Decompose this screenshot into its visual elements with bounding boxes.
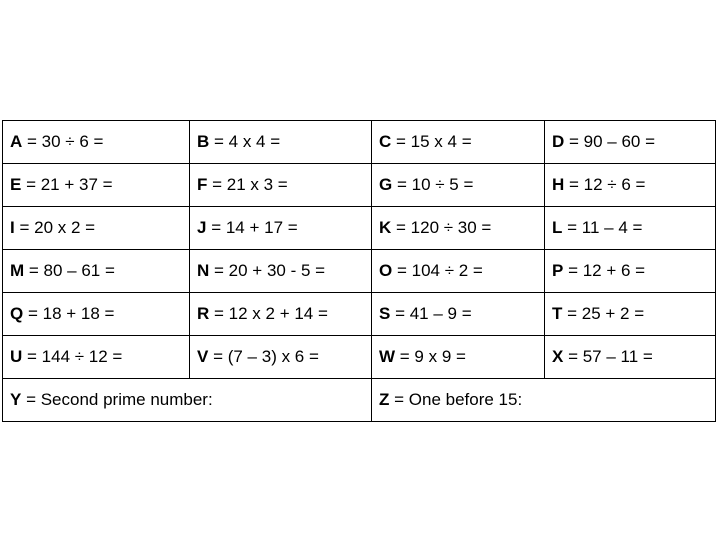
cell-expression: = 11 – 4 =	[562, 218, 643, 237]
cell-letter: S	[379, 304, 391, 323]
cell-expression: = 104 ÷ 2 =	[392, 261, 483, 280]
cell-letter: G	[379, 175, 393, 194]
cell-expression: = 18 + 18 =	[23, 304, 115, 323]
cell-expression: = 9 x 9 =	[395, 347, 466, 366]
table-cell-s	[372, 293, 545, 336]
cell-letter: Y	[10, 390, 22, 409]
table-cell-d	[545, 121, 716, 164]
cell-expression: = 4 x 4 =	[209, 132, 281, 151]
table-cell-b	[190, 121, 372, 164]
cell-letter: P	[552, 261, 564, 280]
cell-letter: C	[379, 132, 392, 151]
table-row	[3, 164, 716, 207]
cell-letter: O	[379, 261, 393, 280]
cell-letter: I	[10, 218, 15, 237]
table-cell-z	[372, 379, 716, 422]
table-cell-a	[3, 121, 190, 164]
cell-letter: X	[552, 347, 564, 366]
table-cell-g	[372, 164, 545, 207]
cell-expression: = 21 x 3 =	[207, 175, 288, 194]
table-cell-e	[3, 164, 190, 207]
table-row	[3, 250, 716, 293]
table-cell-y	[3, 379, 372, 422]
table-cell-m	[3, 250, 190, 293]
cell-letter: N	[197, 261, 210, 280]
cell-expression: = 10 ÷ 5 =	[392, 175, 474, 194]
cell-expression: = 12 ÷ 6 =	[564, 175, 646, 194]
cell-letter: U	[10, 347, 23, 366]
table-cell-l	[545, 207, 716, 250]
cell-expression: = 120 ÷ 30 =	[391, 218, 492, 237]
cell-expression: = 57 – 11 =	[563, 347, 653, 366]
cell-expression: = Second prime number:	[21, 390, 213, 409]
cell-expression: = 80 – 61 =	[24, 261, 115, 280]
cell-expression: = 144 ÷ 12 =	[22, 347, 123, 366]
table-cell-t	[545, 293, 716, 336]
table-cell-h	[545, 164, 716, 207]
table-cell-k	[372, 207, 545, 250]
table-cell-r	[190, 293, 372, 336]
cell-letter: V	[197, 347, 209, 366]
table-cell-v	[190, 336, 372, 379]
cell-expression: = 25 + 2 =	[562, 304, 645, 323]
cell-expression: = 30 ÷ 6 =	[22, 132, 104, 151]
table-row	[3, 121, 716, 164]
table-row	[3, 379, 716, 422]
table-cell-f	[190, 164, 372, 207]
cell-letter: R	[197, 304, 210, 323]
cell-letter: A	[10, 132, 23, 151]
cell-expression: = 15 x 4 =	[391, 132, 472, 151]
table-cell-u	[3, 336, 190, 379]
table-cell-q	[3, 293, 190, 336]
cell-letter: M	[10, 261, 25, 280]
cell-expression: = 12 + 6 =	[563, 261, 646, 280]
table-cell-c	[372, 121, 545, 164]
cell-expression: = 21 + 37 =	[21, 175, 113, 194]
cell-expression: = 90 – 60 =	[564, 132, 656, 151]
code-breaker-table	[2, 120, 716, 422]
table-cell-j	[190, 207, 372, 250]
cell-letter: F	[197, 175, 208, 194]
cell-expression: = 20 x 2 =	[14, 218, 96, 237]
cell-letter: D	[552, 132, 565, 151]
table-row	[3, 293, 716, 336]
cell-expression: = 12 x 2 + 14 =	[209, 304, 328, 323]
table-cell-x	[545, 336, 716, 379]
cell-letter: Z	[379, 390, 390, 409]
cell-letter: B	[197, 132, 210, 151]
cell-expression: = 20 + 30 - 5 =	[209, 261, 326, 280]
cell-letter: E	[10, 175, 22, 194]
cell-letter: T	[552, 304, 563, 323]
cell-expression: = One before 15:	[389, 390, 523, 409]
cell-letter: W	[379, 347, 396, 366]
table-cell-o	[372, 250, 545, 293]
cell-expression: = 41 – 9 =	[390, 304, 472, 323]
table-row	[3, 336, 716, 379]
cell-letter: H	[552, 175, 565, 194]
cell-letter: K	[379, 218, 392, 237]
cell-letter: L	[552, 218, 563, 237]
cell-letter: J	[197, 218, 207, 237]
table-row	[3, 207, 716, 250]
table-cell-i	[3, 207, 190, 250]
table-cell-p	[545, 250, 716, 293]
cell-expression: = (7 – 3) x 6 =	[208, 347, 319, 366]
table-cell-w	[372, 336, 545, 379]
table-cell-n	[190, 250, 372, 293]
cell-letter: Q	[10, 304, 24, 323]
cell-expression: = 14 + 17 =	[206, 218, 298, 237]
